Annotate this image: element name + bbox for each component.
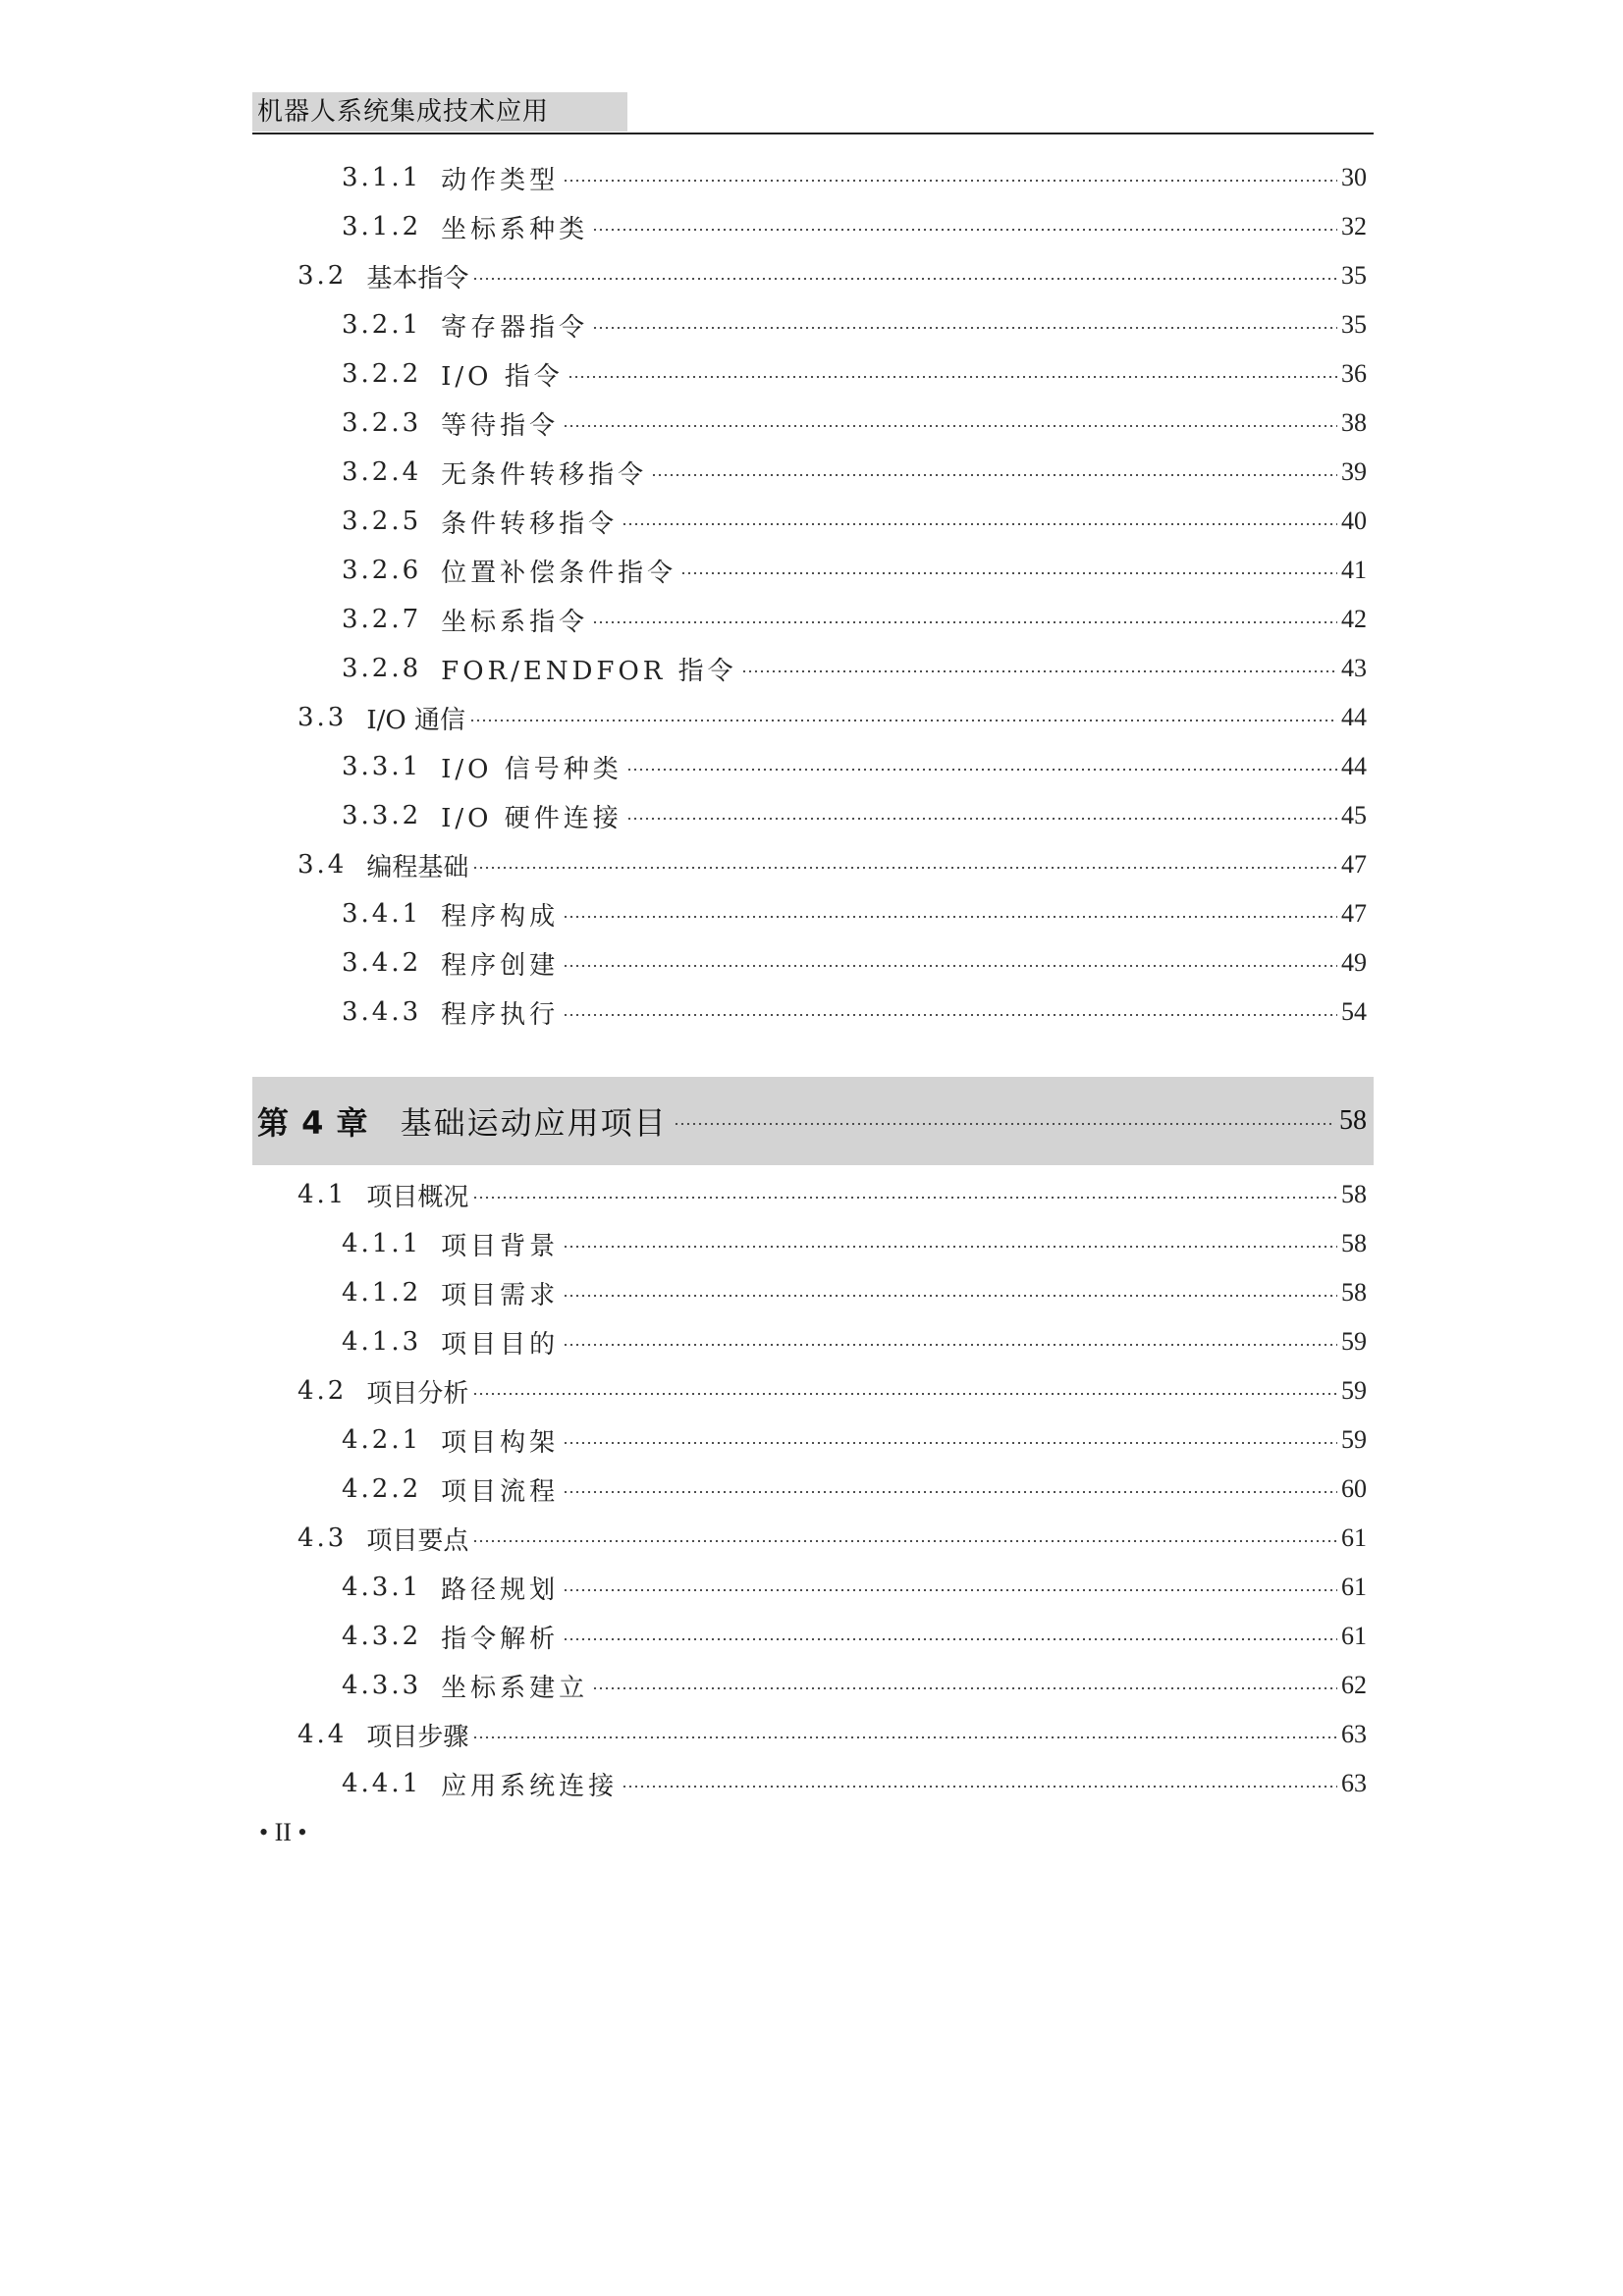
dot-leader xyxy=(592,327,1337,329)
dot-leader xyxy=(472,1540,1337,1542)
toc-entry-number: 4.1 xyxy=(298,1180,348,1209)
dot-leader xyxy=(563,1638,1337,1640)
dot-leader xyxy=(651,474,1337,476)
toc-entry-title: 等待指令 xyxy=(441,410,560,441)
toc-entry-title: 条件转移指令 xyxy=(441,508,619,539)
toc-entry-subsection[interactable] xyxy=(342,1420,1367,1460)
toc-entry-number: 3.4.3 xyxy=(342,997,422,1027)
toc-entry-page-number: 40 xyxy=(1341,507,1367,535)
toc-entry-page-number: 63 xyxy=(1341,1720,1367,1748)
book-title: 机器人系统集成技术应用 xyxy=(257,97,550,127)
toc-entry-page-number: 47 xyxy=(1341,850,1367,879)
dot-leader xyxy=(563,1442,1337,1444)
page-number-footer: • II • xyxy=(259,1818,307,1846)
toc-entry-title: 项目需求 xyxy=(441,1280,560,1310)
toc-entry-title: 应用系统连接 xyxy=(441,1771,619,1801)
toc-entry-page-number: 61 xyxy=(1341,1573,1367,1601)
toc-entry-subsection[interactable] xyxy=(342,502,1367,541)
toc-entry-subsection[interactable] xyxy=(342,894,1367,934)
toc-entry-number: 4.2 xyxy=(298,1376,348,1406)
toc-entry-number: 3.2 xyxy=(298,261,348,291)
toc-entry-subsection[interactable] xyxy=(342,354,1367,394)
chapter-page-number: 58 xyxy=(1339,1105,1367,1136)
toc-entry-page-number: 35 xyxy=(1341,310,1367,339)
toc-entry-page-number: 44 xyxy=(1341,752,1367,780)
toc-entry-page-number: 58 xyxy=(1341,1180,1367,1208)
dot-leader xyxy=(563,1246,1337,1248)
toc-entry-title: 路径规划 xyxy=(441,1575,560,1605)
toc-entry-title: 项目背景 xyxy=(441,1231,560,1261)
toc-entry-title: 编程基础 xyxy=(366,852,469,882)
toc-entry-number: 3.2.6 xyxy=(342,556,422,585)
toc-entry-title: I/O 硬件连接 xyxy=(441,803,622,833)
toc-entry-subsection[interactable] xyxy=(342,1224,1367,1263)
toc-entry-section[interactable] xyxy=(298,256,1367,295)
toc-entry-section[interactable] xyxy=(298,1371,1367,1411)
toc-entry-subsection[interactable] xyxy=(342,453,1367,492)
dot-leader xyxy=(472,867,1337,869)
toc-entry-title: I/O 指令 xyxy=(441,361,564,392)
toc-entry-subsection[interactable] xyxy=(342,1568,1367,1607)
toc-entry-page-number: 36 xyxy=(1341,359,1367,388)
toc-entry-page-number: 39 xyxy=(1341,457,1367,486)
dot-leader xyxy=(622,1786,1337,1788)
toc-entry-title: 项目概况 xyxy=(366,1182,469,1212)
toc-entry-number: 3.2.4 xyxy=(342,457,422,487)
toc-entry-number: 3.3 xyxy=(298,703,348,732)
toc-entry-subsection[interactable] xyxy=(342,1617,1367,1656)
toc-entry-page-number: 38 xyxy=(1341,408,1367,437)
toc-entry-subsection[interactable] xyxy=(342,207,1367,246)
toc-entry-title: 项目流程 xyxy=(441,1476,560,1507)
dot-leader xyxy=(626,769,1337,771)
toc-entry-page-number: 61 xyxy=(1341,1622,1367,1650)
toc-entry-number: 3.4.2 xyxy=(342,948,422,978)
dot-leader xyxy=(563,180,1337,182)
toc-entry-subsection[interactable] xyxy=(342,600,1367,639)
toc-entry-number: 3.1.2 xyxy=(342,212,422,241)
dot-leader xyxy=(563,1589,1337,1591)
dot-leader xyxy=(472,1197,1337,1199)
toc-entry-page-number: 59 xyxy=(1341,1376,1367,1405)
toc-entry-number: 3.1.1 xyxy=(342,163,422,192)
toc-entry-number: 4.3.1 xyxy=(342,1573,422,1602)
toc-entry-title: 动作类型 xyxy=(441,165,560,195)
chapter-heading[interactable] xyxy=(257,1077,1367,1165)
dot-leader xyxy=(592,229,1337,231)
toc-entry-section[interactable] xyxy=(298,1715,1367,1754)
toc-entry-subsection[interactable] xyxy=(342,747,1367,786)
toc-entry-subsection[interactable] xyxy=(342,649,1367,688)
toc-entry-subsection[interactable] xyxy=(342,158,1367,197)
toc-entry-page-number: 43 xyxy=(1341,654,1367,682)
toc-entry-subsection[interactable] xyxy=(342,1764,1367,1803)
toc-entry-number: 4.1.2 xyxy=(342,1278,422,1308)
toc-entry-title: I/O 通信 xyxy=(366,705,465,735)
dot-leader xyxy=(680,572,1337,574)
toc-entry-title: 程序创建 xyxy=(441,950,560,981)
toc-entry-title: I/O 信号种类 xyxy=(441,754,622,784)
toc-entry-section[interactable] xyxy=(298,845,1367,884)
toc-entry-number: 4.4.1 xyxy=(342,1769,422,1798)
toc-entry-number: 4.1.3 xyxy=(342,1327,422,1357)
toc-entry-number: 4.3 xyxy=(298,1523,348,1553)
toc-entry-page-number: 60 xyxy=(1341,1474,1367,1503)
toc-entry-title: 位置补偿条件指令 xyxy=(441,558,677,588)
dot-leader xyxy=(622,523,1337,525)
toc-entry-number: 4.4 xyxy=(298,1720,348,1749)
toc-entry-page-number: 47 xyxy=(1341,899,1367,928)
toc-entry-page-number: 58 xyxy=(1341,1229,1367,1257)
toc-entry-page-number: 61 xyxy=(1341,1523,1367,1552)
toc-entry-page-number: 41 xyxy=(1341,556,1367,584)
toc-entry-subsection[interactable] xyxy=(342,1469,1367,1509)
toc-entry-title: 坐标系种类 xyxy=(441,214,589,244)
toc-entry-subsection[interactable] xyxy=(342,403,1367,443)
toc-entry-number: 3.4 xyxy=(298,850,348,880)
toc-entry-section[interactable] xyxy=(298,698,1367,737)
toc-entry-title: 坐标系建立 xyxy=(441,1673,589,1703)
dot-leader xyxy=(563,1344,1337,1346)
dot-leader xyxy=(472,278,1337,280)
toc-entry-subsection[interactable] xyxy=(342,551,1367,590)
toc-entry-page-number: 54 xyxy=(1341,997,1367,1026)
toc-entry-title: 项目要点 xyxy=(366,1525,469,1556)
dot-leader xyxy=(568,376,1337,378)
toc-entry-title: 无条件转移指令 xyxy=(441,459,648,490)
toc-entry-number: 3.2.2 xyxy=(342,359,422,389)
toc-entry-page-number: 42 xyxy=(1341,605,1367,633)
toc-entry-subsection[interactable] xyxy=(342,796,1367,835)
toc-entry-title: FOR/ENDFOR 指令 xyxy=(441,656,737,686)
toc-entry-title: 程序执行 xyxy=(441,999,560,1030)
toc-entry-number: 3.3.2 xyxy=(342,801,422,830)
toc-entry-page-number: 45 xyxy=(1341,801,1367,829)
dot-leader xyxy=(469,720,1337,721)
toc-entry-title: 项目目的 xyxy=(441,1329,560,1360)
toc-entry-page-number: 63 xyxy=(1341,1769,1367,1797)
toc-entry-number: 3.2.5 xyxy=(342,507,422,536)
toc-entry-subsection[interactable] xyxy=(342,1666,1367,1705)
toc-entry-subsection[interactable] xyxy=(342,1273,1367,1312)
toc-entry-title: 项目步骤 xyxy=(366,1722,469,1752)
toc-entry-title: 指令解析 xyxy=(441,1624,560,1654)
header-divider xyxy=(252,133,1374,134)
toc-entry-number: 3.2.3 xyxy=(342,408,422,438)
toc-entry-title: 坐标系指令 xyxy=(441,607,589,637)
toc-entry-number: 4.2.1 xyxy=(342,1425,422,1455)
toc-entry-subsection[interactable] xyxy=(342,1322,1367,1362)
toc-entry-page-number: 59 xyxy=(1341,1327,1367,1356)
toc-entry-page-number: 62 xyxy=(1341,1671,1367,1699)
dot-leader xyxy=(563,1295,1337,1297)
toc-entry-title: 程序构成 xyxy=(441,901,560,932)
toc-entry-number: 3.4.1 xyxy=(342,899,422,929)
toc-entry-section[interactable] xyxy=(298,1519,1367,1558)
toc-entry-subsection[interactable] xyxy=(342,943,1367,983)
toc-entry-number: 4.3.2 xyxy=(342,1622,422,1651)
dot-leader xyxy=(563,965,1337,967)
toc-entry-number: 3.3.1 xyxy=(342,752,422,781)
toc-entry-page-number: 49 xyxy=(1341,948,1367,977)
dot-leader xyxy=(626,818,1337,820)
dot-leader xyxy=(472,1393,1337,1395)
toc-entry-title: 项目构架 xyxy=(441,1427,560,1458)
toc-entry-page-number: 30 xyxy=(1341,163,1367,191)
dot-leader xyxy=(592,1687,1337,1689)
toc-entry-number: 4.2.2 xyxy=(342,1474,422,1504)
toc-entry-subsection[interactable] xyxy=(342,992,1367,1032)
toc-entry-title: 寄存器指令 xyxy=(441,312,589,343)
toc-entry-page-number: 35 xyxy=(1341,261,1367,290)
toc-entry-number: 3.2.8 xyxy=(342,654,422,683)
chapter-title: 基础运动应用项目 xyxy=(400,1104,668,1142)
dot-leader xyxy=(563,425,1337,427)
dot-leader xyxy=(563,916,1337,918)
toc-entry-page-number: 44 xyxy=(1341,703,1367,731)
toc-entry-page-number: 32 xyxy=(1341,212,1367,240)
toc-entry-title: 基本指令 xyxy=(366,263,469,294)
dot-leader xyxy=(472,1736,1337,1738)
dot-leader xyxy=(674,1123,1335,1125)
toc-entry-number: 4.1.1 xyxy=(342,1229,422,1258)
toc-entry-number: 4.3.3 xyxy=(342,1671,422,1700)
toc-entry-page-number: 59 xyxy=(1341,1425,1367,1454)
toc-entry-title: 项目分析 xyxy=(366,1378,469,1409)
toc-entry-page-number: 58 xyxy=(1341,1278,1367,1307)
chapter-label: 第 4 章 xyxy=(257,1104,369,1142)
toc-entry-number: 3.2.7 xyxy=(342,605,422,634)
toc-entry-section[interactable] xyxy=(298,1175,1367,1214)
toc-entry-subsection[interactable] xyxy=(342,305,1367,345)
toc-entry-number: 3.2.1 xyxy=(342,310,422,340)
dot-leader xyxy=(741,670,1337,672)
dot-leader xyxy=(563,1014,1337,1016)
dot-leader xyxy=(563,1491,1337,1493)
dot-leader xyxy=(592,621,1337,623)
